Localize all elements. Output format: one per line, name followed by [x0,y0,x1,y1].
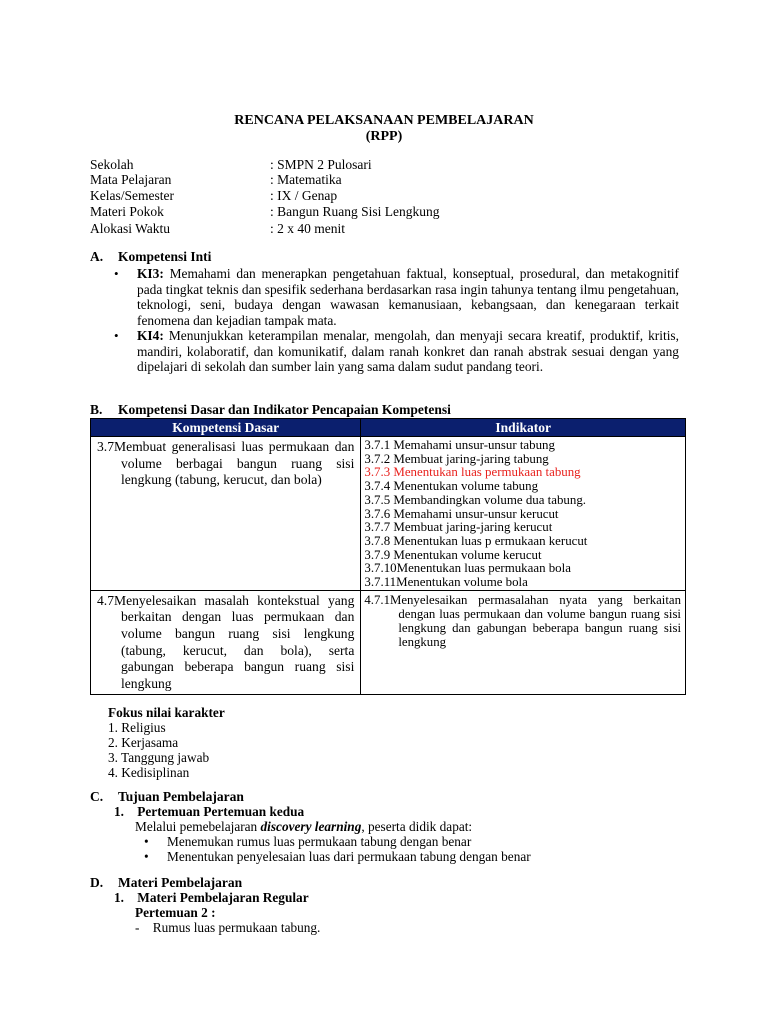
fokus-item: 1. Religius [108,720,166,735]
section-title: Materi Pembelajaran [118,875,243,890]
bullet-icon: • [114,266,119,281]
tujuan-item: Menentukan penyelesaian luas dari permukaan tabung dengan benar [167,849,531,864]
section-letter: C. [90,789,104,804]
indikator-item: 4.7.1Menyelesaikan permasalahan nyata yang berkaitan dengan luas permukaan dan volume bangun ruang sisi lengkung dan gabungan beberapa bangun ruang sisi lengkung [364,592,681,649]
table-header-row [91,419,686,437]
indikator-item: 3.7.8 Menentukan luas p ermukaan kerucut [364,533,588,548]
indikator-item: 3.7.5 Membandingkan volume dua tabung. [364,492,586,507]
ki4-body: Menunjukkan keterampilan menalar, mengolah, dan menyaji secara kreatif, produktif, kritis, mandiri, kolaboratif, dan komunikatif, dalam ranah konkret dan ranah abstrak sesuai dengan yang dipelajari di sekolah dan sumber lain yang sama dalam sudut pandang teori. [137,328,679,375]
intro-emphasis: discovery learning [260,819,362,834]
kd-text: 4.7Menyelesaikan masalah kontekstual yang berkaitan dengan luas permukaan dan volume bangun ruang sisi lengkung (tabung, kerucut, dan bola), serta gabungan beberapa bangun ruang sisi lengkung [97,592,355,691]
section-title: Tujuan Pembelajaran [118,789,244,804]
section-title: Kompetensi Dasar dan Indikator Pencapaian Kompetensi [118,402,451,417]
identity-row [90,221,345,237]
ki3-text [137,266,679,328]
fokus-item: 3. Tanggung jawab [108,750,210,765]
table-row [91,437,686,591]
identity-row [90,188,337,204]
ki4-key: KI4: [137,328,164,343]
identity-label: Mata Pelajaran [90,172,172,187]
identity-value: : Bangun Ruang Sisi Lengkung [270,204,440,219]
table-row [91,590,686,695]
bullet-icon: • [144,849,149,864]
section-c-heading [90,789,244,805]
intro-post: , peserta didik dapat: [361,819,473,834]
bullet-icon: • [144,834,149,849]
identity-value: : Matematika [270,172,342,187]
section-letter: B. [90,402,103,417]
section-b-heading [90,402,451,418]
intro-pre: Melalui pemebelajaran [135,819,261,834]
section-d-subheading: 1. Materi Pembelajaran Regular [114,890,309,905]
section-d-heading [90,875,242,891]
table-header-indikator: Indikator [361,419,686,437]
identity-label: Materi Pokok [90,204,164,219]
indikator-item: 3.7.2 Membuat jaring-jaring tabung [364,451,549,466]
bullet-icon: • [114,328,119,343]
identity-row [90,204,440,220]
identity-value: : 2 x 40 menit [270,221,345,236]
indikator-item: 3.7.6 Memahami unsur-unsur kerucut [364,506,559,521]
indikator-item: 3.7.1 Memahami unsur-unsur tabung [364,438,555,452]
section-letter: D. [90,875,104,890]
fokus-item: 2. Kerjasama [108,735,179,750]
kd-text: 3.7Membuat generalisasi luas permukaan dan volume berbagai bangun ruang sisi lengkung (tabung, kerucut, dan bola) [97,439,355,488]
kd-indicator-table [90,418,686,695]
ki3-item [114,266,679,326]
ki4-text [137,328,679,375]
indikator-item: 3.7.10Menentukan luas permukaan bola [364,561,571,576]
kd-cell [91,590,361,695]
indikator-item: 3.7.9 Menentukan volume kerucut [364,547,542,562]
ki3-key: KI3: [137,266,164,281]
identity-label: Sekolah [90,157,134,172]
section-c-subheading: 1. Pertemuan Pertemuan kedua [114,804,305,819]
identity-value: : SMPN 2 Pulosari [270,157,372,172]
indikator-item: 3.7.7 Membuat jaring-jaring kerucut [364,520,553,535]
indikator-item-highlighted: 3.7.3 Menentukan luas permukaan tabung [364,465,581,480]
identity-value: : IX / Genap [270,188,338,203]
ki3-body: Memahami dan menerapkan pengetahuan faktual, konseptual, prosedural, dan metakognitif pada tingkat teknis dan spesifik sederhana berdasarkan rasa ingin tahunya tentang ilmu pengetahuan, teknologi, seni, budaya dengan wawasan kemanusiaan, kebangsaan, dan kenegaraan terkait fenomena dan kejadian tampak mata. [137,266,679,328]
fokus-title: Fokus nilai karakter [108,705,225,720]
section-letter: A. [90,249,104,264]
ki4-item [114,328,679,388]
section-title: Kompetensi Inti [118,249,212,264]
meeting-label: Pertemuan 2 : [135,905,216,920]
section-a-heading [90,249,211,265]
identity-row [90,172,342,188]
identity-row [90,157,372,173]
document-subtitle: (RPP) [365,129,403,144]
tujuan-item: Menemukan rumus luas permukaan tabung dengan benar [167,834,472,849]
section-c-intro [135,819,472,834]
fokus-item: 4. Kedisiplinan [108,765,190,780]
identity-label: Alokasi Waktu [90,221,171,236]
document-title: RENCANA PELAKSANAAN PEMBELAJARAN [234,113,534,128]
indikator-item: 3.7.4 Menentukan volume tabung [364,479,539,494]
table-header-kd: Kompetensi Dasar [91,419,361,437]
indikator-cell [361,437,686,591]
indikator-item: 3.7.11Menentukan volume bola [364,575,528,590]
materi-item: - Rumus luas permukaan tabung. [135,920,321,935]
kd-cell [91,437,361,591]
indikator-cell [361,590,686,695]
identity-label: Kelas/Semester [90,188,174,203]
